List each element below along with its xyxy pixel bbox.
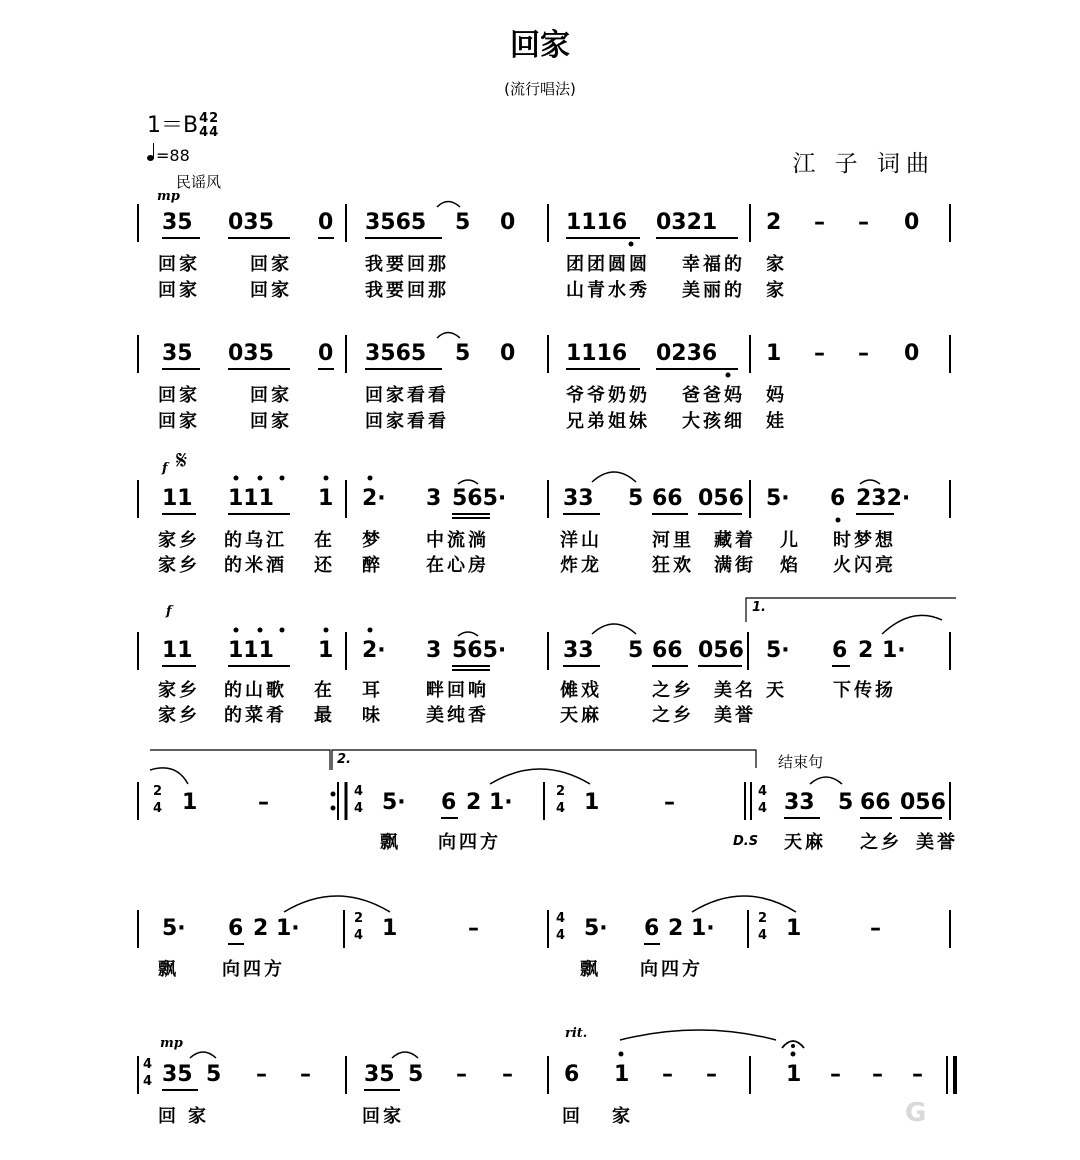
dynamic-mp: mp [157, 189, 180, 204]
note-group: 35 [364, 1062, 395, 1087]
note-group: 1 [318, 486, 334, 511]
note-group: 2 [253, 916, 269, 941]
lyric: 回家看看 [365, 385, 449, 406]
lyric: 向四方 [640, 959, 703, 980]
note-group: 3 [426, 638, 442, 663]
note-group: 2· [362, 638, 386, 663]
rhythm-underlines [162, 238, 942, 1090]
lyric: 回家 [158, 254, 200, 275]
note-group: – [256, 1062, 267, 1087]
svg-text:4: 4 [556, 928, 566, 943]
note-group: 565· [452, 486, 507, 511]
lyric: 回 [158, 1106, 179, 1127]
lyric: 火闪亮 [833, 555, 896, 576]
svg-text:4: 4 [354, 801, 364, 816]
lyric: 炸龙 [560, 555, 602, 576]
svg-text:4: 4 [153, 801, 163, 816]
lyric: 之乡 [652, 705, 694, 726]
svg-text:4: 4 [556, 911, 566, 926]
note-group: – [858, 341, 869, 366]
note-group: 5· [382, 790, 406, 815]
tempo-marking: =88 [147, 146, 190, 165]
lyric: 幸福的 [682, 254, 745, 275]
note-group: 035 [228, 210, 274, 235]
note-group: 565· [452, 638, 507, 663]
lyric: 最 [314, 705, 335, 726]
note-group: 232· [856, 486, 911, 511]
lyric: 狂欢 [652, 555, 694, 576]
time-signature-changes [143, 784, 767, 1089]
note-group: 0 [318, 341, 334, 366]
lyric: 还 [314, 555, 335, 576]
ritardando-marking: rit. [565, 1026, 588, 1041]
note-group: 1· [489, 790, 513, 815]
note-group: 111 [228, 486, 274, 511]
lyric: 回 [562, 1106, 583, 1127]
lyric: 回家 [158, 280, 200, 301]
note-group: – [872, 1062, 883, 1087]
lyric: 回家 [250, 280, 292, 301]
note-group: – [456, 1062, 467, 1087]
note-group: 5· [584, 916, 608, 941]
note-group: – [870, 916, 881, 941]
note-group: 1116 [566, 341, 628, 366]
lyric: 山青水秀 [566, 280, 650, 301]
lyric: 的米酒 [224, 555, 287, 576]
note-group: 2· [362, 486, 386, 511]
note-group: 6 [832, 638, 848, 663]
lyric: 的山歌 [224, 680, 287, 701]
lyric: 飘 [380, 832, 401, 853]
lyric: 中流淌 [426, 530, 489, 551]
note-group: 5· [766, 486, 790, 511]
time-signature-1: 4 4 [199, 111, 209, 140]
slurs [150, 202, 942, 1059]
time-signature-2: 2 4 [209, 111, 219, 140]
note-group: 2 [466, 790, 482, 815]
note-group: 6 [441, 790, 457, 815]
lyric: 妈 [766, 385, 787, 406]
note-group: 1116 [566, 210, 628, 235]
lyric: 回家 [250, 385, 292, 406]
lyric: 美誉 [916, 832, 958, 853]
style-marking: 民谣风 [176, 173, 222, 191]
lyric: 大孩细 [682, 411, 745, 432]
note-group: 1 [614, 1062, 630, 1087]
svg-text:4: 4 [758, 801, 768, 816]
note-group: 0 [500, 341, 516, 366]
note-group: 11 [162, 486, 193, 511]
note-group: 0 [904, 341, 920, 366]
lyric: 耳 [362, 680, 383, 701]
lyric: 焰 [780, 555, 801, 576]
lyric: 美丽的 [682, 280, 745, 301]
lyric: 家 [766, 254, 787, 275]
lyric: 的乌江 [224, 530, 287, 551]
lyric: 兄弟姐妹 [566, 411, 650, 432]
lyric: 回家 [362, 1106, 404, 1127]
note-group: 1· [276, 916, 300, 941]
note-group: 5· [766, 638, 790, 663]
lyric: 在 [314, 530, 335, 551]
dynamic-mp-2: mp [160, 1036, 183, 1051]
note-group: 0 [318, 210, 334, 235]
note-group: 6 [644, 916, 660, 941]
note-group: – [258, 790, 269, 815]
lyric: 家 [766, 280, 787, 301]
lyric: 回家 [158, 385, 200, 406]
note-group: 6 [830, 486, 846, 511]
lyric: 味 [362, 705, 383, 726]
lyric: 回家 [250, 254, 292, 275]
lyric: 在心房 [426, 555, 489, 576]
note-group: 33 [784, 790, 815, 815]
note-group: – [814, 341, 825, 366]
note-group: 1 [584, 790, 600, 815]
lyric: 美纯香 [426, 705, 489, 726]
note-group: 33 [563, 638, 594, 663]
lyric: 醉 [362, 555, 383, 576]
note-group: – [706, 1062, 717, 1087]
note-group: 5 [206, 1062, 222, 1087]
lyric: 回家 [250, 411, 292, 432]
note-group: 111 [228, 638, 274, 663]
note-group: 66 [652, 486, 683, 511]
key-text: 1＝B [147, 113, 199, 138]
note-group: 2 [668, 916, 684, 941]
lyric: 下传扬 [833, 680, 896, 701]
svg-text:4: 4 [143, 1074, 153, 1089]
svg-text:2: 2 [556, 784, 566, 799]
lyric: 美誉 [714, 705, 756, 726]
lyric: 家 [188, 1106, 209, 1127]
repeat-dots [331, 792, 336, 811]
note-group: 35 [162, 210, 193, 235]
note-group: 056 [698, 486, 744, 511]
lyric: 飘 [580, 959, 601, 980]
note-group: – [664, 790, 675, 815]
note-group: 056 [698, 638, 744, 663]
volta-1-label: 1. [752, 600, 766, 615]
watermark-logo: G [905, 1098, 927, 1128]
note-group: – [814, 210, 825, 235]
note-group: 1 [182, 790, 198, 815]
dal-segno-marking: D.S [733, 834, 759, 849]
note-group: 5 [628, 638, 644, 663]
barlines [138, 204, 955, 1094]
note-group: 5 [628, 486, 644, 511]
lyric: 家乡 [158, 680, 200, 701]
note-group: 33 [563, 486, 594, 511]
lyric: 我要回那 [365, 254, 449, 275]
lyric: 畔回响 [426, 680, 489, 701]
note-group: 5 [838, 790, 854, 815]
svg-text:4: 4 [556, 801, 566, 816]
song-subtitle: (流行唱法) [504, 80, 576, 98]
volta-brackets [150, 598, 956, 770]
note-group: 035 [228, 341, 274, 366]
lyric: 天麻 [560, 705, 602, 726]
lyric: 天麻 [784, 832, 826, 853]
note-group: – [468, 916, 479, 941]
svg-text:2: 2 [758, 911, 768, 926]
lyric: 天 [766, 680, 787, 701]
note-group: 5 [408, 1062, 424, 1087]
note-group: 5· [162, 916, 186, 941]
note-group: 1· [691, 916, 715, 941]
note-group: – [912, 1062, 923, 1087]
lyric: 时梦想 [833, 530, 896, 551]
fermata-icon [782, 1041, 804, 1048]
note-group: 056 [900, 790, 946, 815]
dynamic-f-2: f [166, 604, 172, 619]
note-group: 35 [162, 1062, 193, 1087]
note-group: 0236 [656, 341, 718, 366]
lyric: 爷爷奶奶 [566, 385, 650, 406]
svg-text:4: 4 [354, 928, 364, 943]
svg-text:4: 4 [354, 784, 364, 799]
ending-label: 结束句 [778, 753, 824, 771]
lyric: 向四方 [222, 959, 285, 980]
lyric: 家 [612, 1106, 633, 1127]
svg-text:4: 4 [143, 1057, 153, 1072]
lyric: 爸爸妈 [682, 385, 745, 406]
svg-text:4: 4 [758, 784, 768, 799]
lyric: 之乡 [860, 832, 902, 853]
note-group: 35 [162, 341, 193, 366]
note-group: 0 [904, 210, 920, 235]
note-group: 1 [382, 916, 398, 941]
lyric: 藏着 [714, 530, 756, 551]
note-group: 1 [786, 916, 802, 941]
note-group: 1 [318, 638, 334, 663]
lyric: 回家 [158, 411, 200, 432]
lyric: 家乡 [158, 705, 200, 726]
dynamic-f: f [162, 461, 168, 476]
note-group: 2 [858, 638, 874, 663]
note-group: 2 [766, 210, 782, 235]
lyric: 河里 [652, 530, 694, 551]
lyric: 的菜肴 [224, 705, 287, 726]
note-group: 66 [860, 790, 891, 815]
svg-text:2: 2 [354, 911, 364, 926]
note-group: 66 [652, 638, 683, 663]
lyric: 向四方 [438, 832, 501, 853]
lyric: 在 [314, 680, 335, 701]
volta-2-label: 2. [337, 752, 351, 767]
note-group: 1· [882, 638, 906, 663]
svg-text:2: 2 [153, 784, 163, 799]
lyric: 团团圆圆 [566, 254, 650, 275]
note-group: 6 [228, 916, 244, 941]
note-group: – [830, 1062, 841, 1087]
lyric: 飘 [158, 959, 179, 980]
note-group: 5 [455, 210, 471, 235]
note-group: – [502, 1062, 513, 1087]
lyric: 之乡 [652, 680, 694, 701]
lyric: 儿 [780, 530, 801, 551]
note-group: 3565 [365, 341, 427, 366]
note-group: 11 [162, 638, 193, 663]
lyric: 傩戏 [560, 680, 602, 701]
lyric: 我要回那 [365, 280, 449, 301]
song-title: 回家 [510, 28, 570, 63]
note-group: 1 [786, 1062, 802, 1087]
note-group: – [662, 1062, 673, 1087]
note-group: 3 [426, 486, 442, 511]
lyric: 娃 [766, 411, 787, 432]
note-group: 0 [500, 210, 516, 235]
svg-text:4: 4 [758, 928, 768, 943]
lyricist-composer-credit: 江 子 词曲 [792, 151, 935, 177]
note-group: 0321 [656, 210, 718, 235]
lyric: 满街 [714, 555, 756, 576]
lyric: 回家看看 [365, 411, 449, 432]
note-group: 6 [564, 1062, 580, 1087]
lyric: 洋山 [560, 530, 602, 551]
lyric: 梦 [362, 530, 383, 551]
lyric: 家乡 [158, 555, 200, 576]
note-group: – [300, 1062, 311, 1087]
segno-icon: 𝄋 [176, 446, 188, 476]
lyric: 美名 [714, 680, 756, 701]
lyric: 家乡 [158, 530, 200, 551]
note-group: 1 [766, 341, 782, 366]
note-group: 5 [455, 341, 471, 366]
note-group: – [858, 210, 869, 235]
note-group: 3565 [365, 210, 427, 235]
